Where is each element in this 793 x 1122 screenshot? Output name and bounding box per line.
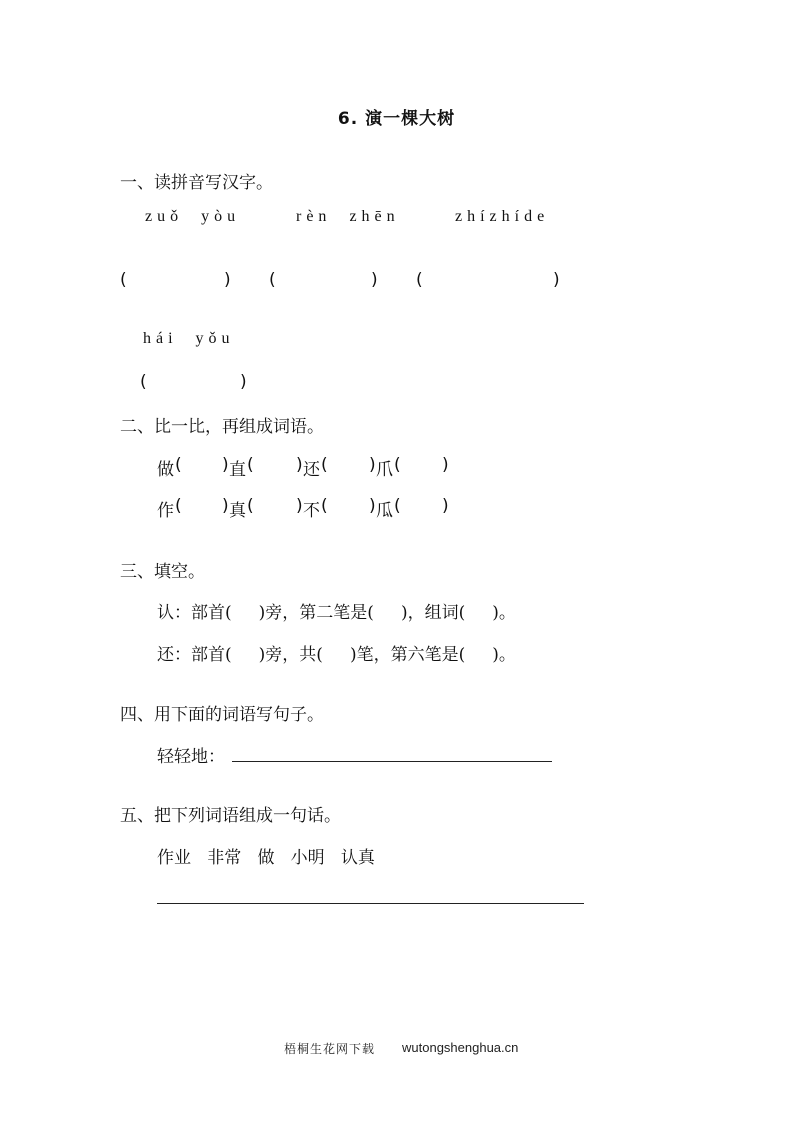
paren: ( <box>175 496 182 516</box>
word-list: 作业 非常 做 小明 认真 <box>157 848 375 868</box>
compare-char-zhua: 爪 <box>376 460 393 480</box>
paren: ( <box>247 455 254 475</box>
pinyin-ren-zhen: rèn zhēn <box>296 208 400 225</box>
compare-char-gua: 瓜 <box>376 501 393 521</box>
compare-char-bu: 不 <box>303 501 320 521</box>
compare-char-zuo: 做 <box>157 460 174 480</box>
answer-blank-2-close: ) <box>371 270 378 290</box>
answer-blank-3-open: ( <box>416 270 423 290</box>
reorder-answer-line[interactable] <box>157 903 584 904</box>
section-3-heading: 三、填空。 <box>120 562 205 582</box>
compare-char-zhen: 真 <box>229 501 246 521</box>
paren: ( <box>175 455 182 475</box>
paren: ( <box>394 455 401 475</box>
answer-blank-2-open: ( <box>269 270 276 290</box>
section-2-heading: 二、比一比，再组成词语。 <box>120 417 324 437</box>
sentence-answer-line[interactable] <box>232 761 552 762</box>
answer-blank-4-close: ) <box>240 372 247 392</box>
paren: ) <box>222 496 229 516</box>
pinyin-zhi-zhi-de: zhízhíde <box>455 208 550 225</box>
paren: ) <box>369 496 376 516</box>
compare-char-zhi: 直 <box>229 460 246 480</box>
compare-char-hai: 还 <box>303 460 320 480</box>
answer-blank-4-open: ( <box>140 372 147 392</box>
paren: ) <box>296 496 303 516</box>
pinyin-zuo-you: zuǒ yòu <box>145 208 241 225</box>
section-1-heading: 一、读拼音写汉字。 <box>120 173 273 193</box>
paren: ( <box>247 496 254 516</box>
page-title: 6. 演一棵大树 <box>337 109 456 129</box>
sentence-prompt: 轻轻地： <box>157 747 225 767</box>
footer-source: 梧桐生花网下载 <box>284 1042 376 1056</box>
answer-blank-3-close: ) <box>553 270 560 290</box>
answer-blank-1-open: ( <box>120 270 127 290</box>
answer-blank-1-close: ) <box>224 270 231 290</box>
section-5-heading: 五、把下列词语组成一句话。 <box>120 806 341 826</box>
paren: ) <box>296 455 303 475</box>
paren: ( <box>321 455 328 475</box>
fill-line-ren: 认：部首( )旁，第二笔是( )，组词( )。 <box>157 603 516 623</box>
pinyin-hai-you: hái yǒu <box>143 330 235 347</box>
paren: ) <box>369 455 376 475</box>
paren: ) <box>442 496 449 516</box>
fill-line-hai: 还：部首( )旁，共( )笔，第六笔是( )。 <box>157 645 516 665</box>
section-4-heading: 四、用下面的词语写句子。 <box>120 705 324 725</box>
paren: ( <box>321 496 328 516</box>
footer-url[interactable]: wutongshenghua.cn <box>402 1040 519 1055</box>
paren: ) <box>222 455 229 475</box>
paren: ( <box>394 496 401 516</box>
compare-char-zuo2: 作 <box>157 501 174 521</box>
paren: ) <box>442 455 449 475</box>
